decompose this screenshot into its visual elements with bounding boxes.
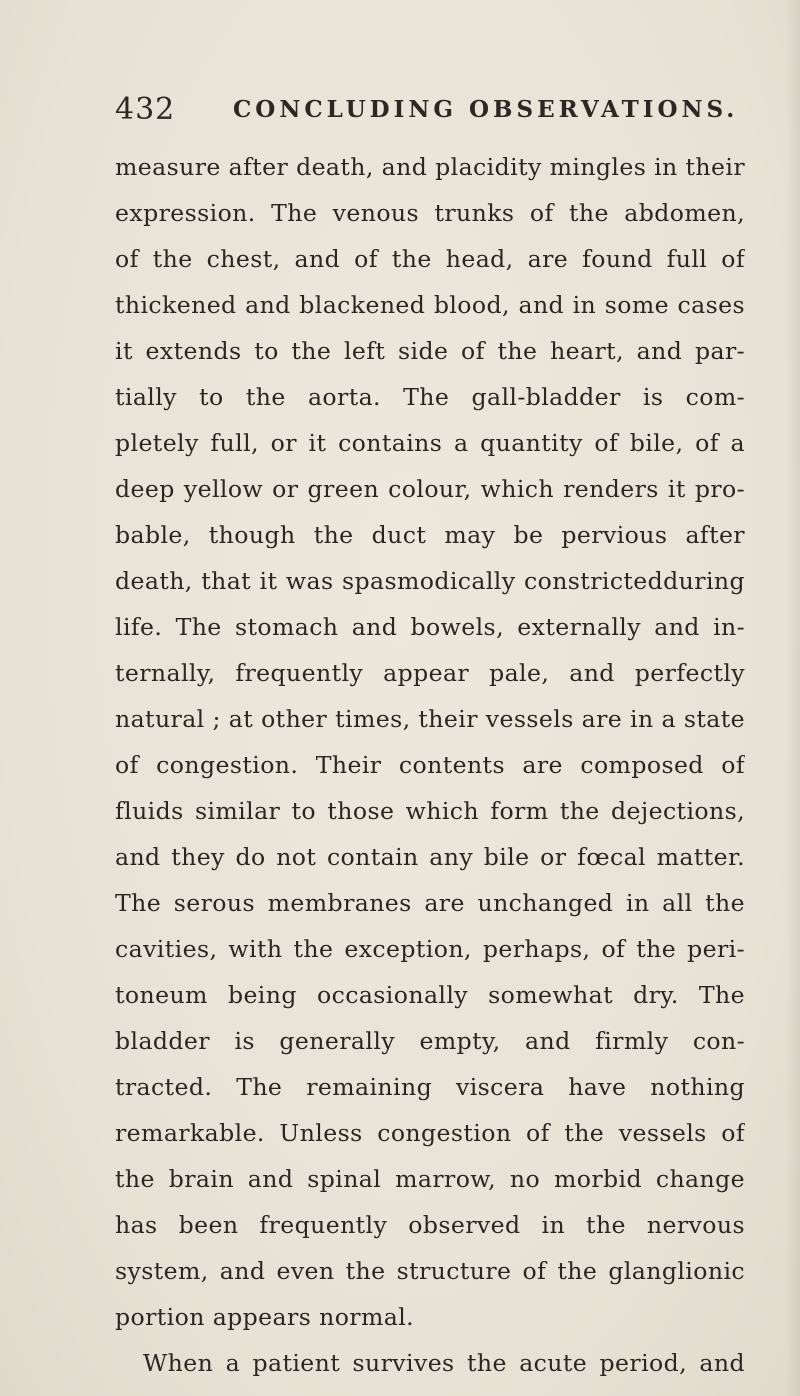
text-line: measure after death, and placidity mingles in their: [115, 153, 745, 181]
text-line: and they do not contain any bile or fœcal matter.: [115, 843, 745, 871]
text-line: bable, though the duct may be pervious after: [115, 521, 745, 549]
text-line: death, that it was spasmodically constrictedduring: [115, 567, 745, 595]
text-line: of congestion. Their contents are composed of: [115, 751, 745, 779]
page-edge-shadow: [786, 0, 800, 1396]
text-line: ternally, frequently appear pale, and perfectly: [115, 659, 745, 687]
text-line: the brain and spinal marrow, no morbid change: [115, 1165, 745, 1193]
running-head: CONCLUDING OBSERVATIONS.: [233, 96, 739, 123]
text-line-paragraph-end: portion appears normal.: [115, 1303, 415, 1331]
text-line: tially to the aorta. The gall-bladder is com-: [115, 383, 745, 411]
text-line: fluids similar to those which form the dejections,: [115, 797, 745, 825]
text-line: pletely full, or it contains a quantity of bile, of a: [115, 429, 745, 457]
text-line: expression. The venous trunks of the abdomen,: [115, 199, 745, 227]
text-line: tracted. The remaining viscera have nothing: [115, 1073, 745, 1101]
text-line: natural ; at other times, their vessels are in a state: [115, 705, 745, 733]
page-header: [115, 92, 745, 132]
text-line: has been frequently observed in the nervous: [115, 1211, 745, 1239]
text-line: toneum being occasionally somewhat dry. The: [115, 981, 745, 1009]
text-line: bladder is generally empty, and firmly con-: [115, 1027, 745, 1055]
text-line: thickened and blackened blood, and in some cases: [115, 291, 745, 319]
text-line: The serous membranes are unchanged in all the: [115, 889, 745, 917]
text-line: of the chest, and of the head, are found full of: [115, 245, 745, 273]
text-line: system, and even the structure of the glanglionic: [115, 1257, 745, 1285]
text-line: cavities, with the exception, perhaps, of the peri-: [115, 935, 745, 963]
text-line: it extends to the left side of the heart, and par-: [115, 337, 745, 365]
text-line-paragraph-start: When a patient survives the acute period, and: [143, 1349, 745, 1377]
body-text: [115, 144, 745, 1386]
page-number: 432: [115, 92, 176, 127]
text-line: remarkable. Unless congestion of the vessels of: [115, 1119, 745, 1147]
text-line: deep yellow or green colour, which renders it pro-: [115, 475, 745, 503]
text-line: life. The stomach and bowels, externally and in-: [115, 613, 745, 641]
